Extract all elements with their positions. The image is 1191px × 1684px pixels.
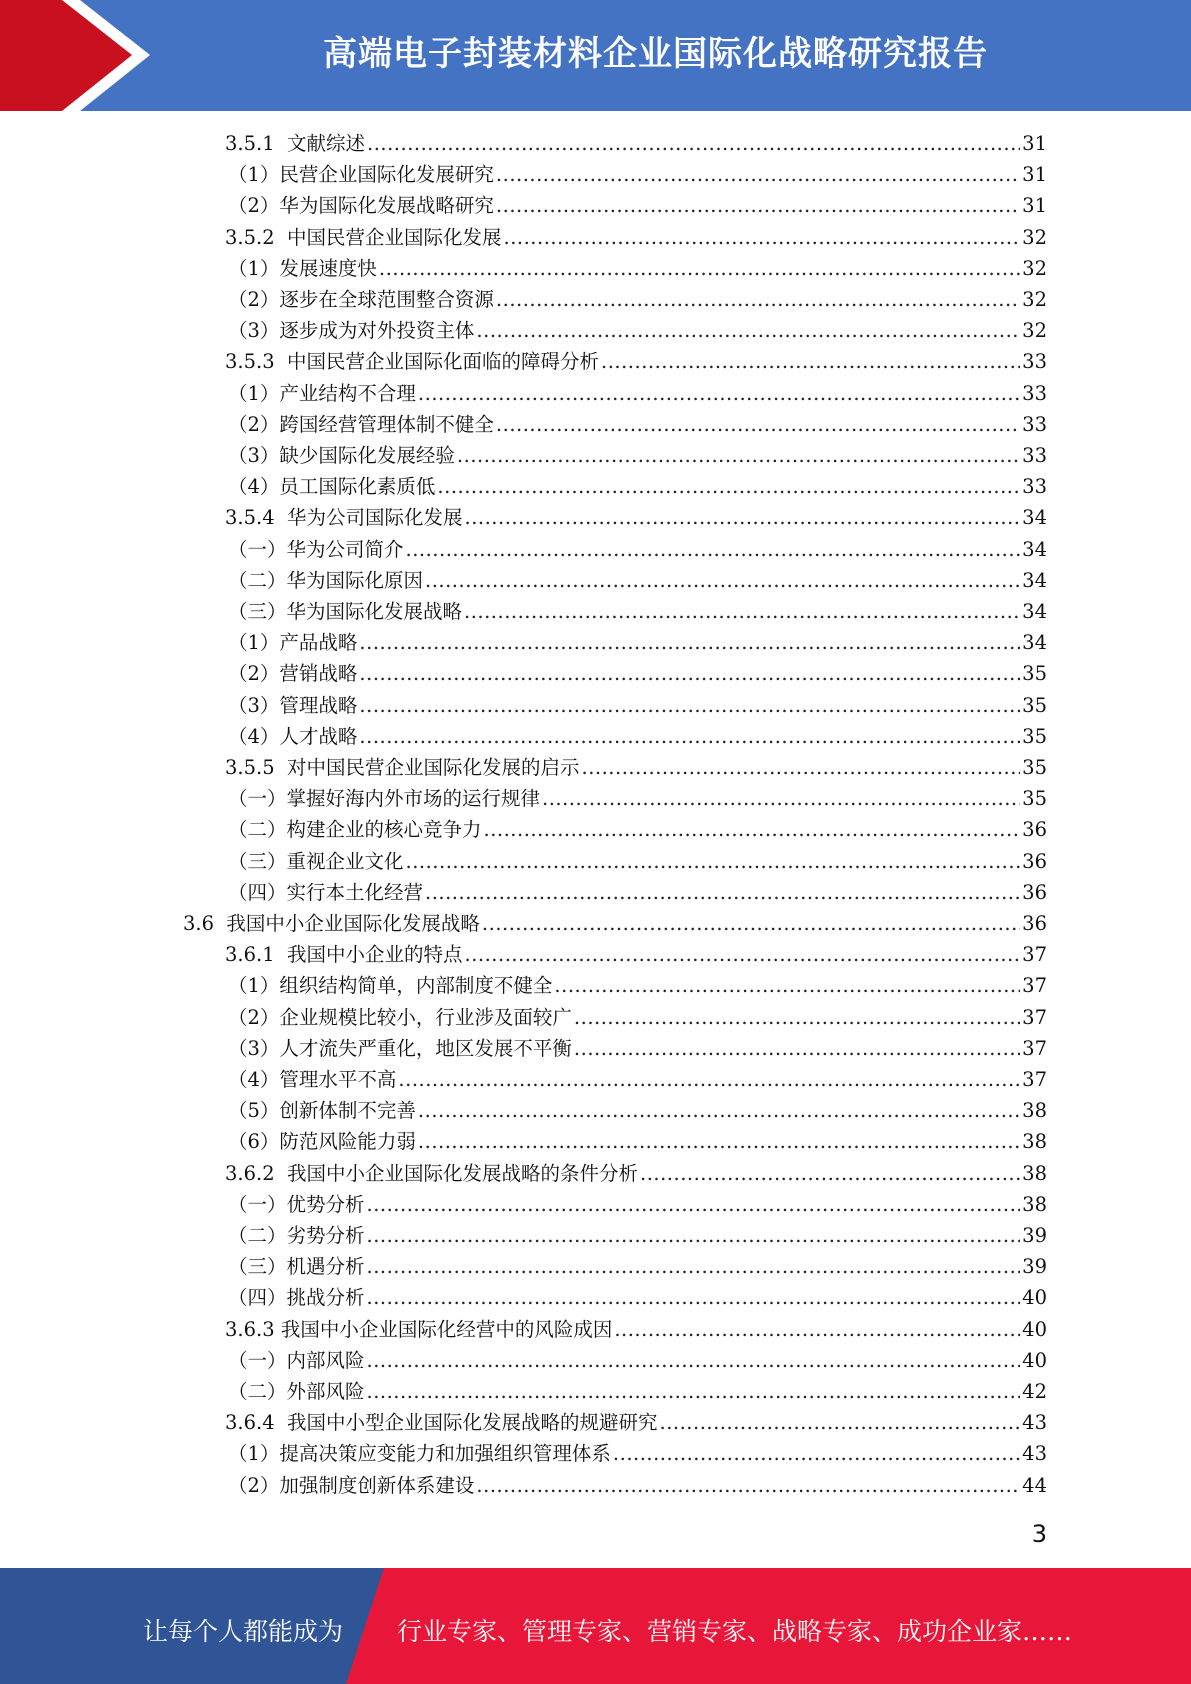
- toc-entry-label: 3.5.5 对中国民营企业国际化发展的启示: [225, 756, 580, 779]
- toc-entry-label: （2）企业规模比较小，行业涉及面较广: [228, 1005, 572, 1029]
- toc-entry-label: （3）逐步成为对外投资主体: [228, 319, 475, 343]
- toc-entry[interactable]: [228, 783, 1047, 814]
- toc-leader-dots: [484, 814, 1021, 845]
- toc-entry-page: 40: [1022, 1348, 1047, 1372]
- toc-entry-label: （1）发展速度快: [228, 256, 377, 280]
- toc-leader-dots: [496, 409, 1020, 440]
- toc-entry-label: 3.5.1 文献综述: [225, 132, 366, 155]
- toc-entry[interactable]: [228, 1282, 1047, 1313]
- toc-entry[interactable]: [225, 1407, 1047, 1438]
- toc-leader-dots: [574, 1033, 1020, 1064]
- toc-entry-page: 31: [1022, 194, 1047, 218]
- toc-entry-page: 43: [1022, 1411, 1047, 1435]
- toc-entry-label: （2）加强制度创新体系建设: [228, 1473, 475, 1497]
- toc-entry[interactable]: [228, 814, 1047, 845]
- toc-entry-label: （一）掌握好海内外市场的运行规律: [228, 787, 541, 811]
- toc-entry-page: 33: [1022, 381, 1047, 405]
- toc-entry[interactable]: [228, 1189, 1047, 1220]
- toc-entry[interactable]: [225, 346, 1047, 377]
- toc-entry-page: 44: [1022, 1473, 1047, 1497]
- toc-leader-dots: [582, 752, 1021, 783]
- toc-entry-page: 34: [1022, 568, 1047, 592]
- toc-entry-label: （三）机遇分析: [228, 1255, 365, 1279]
- toc-entry[interactable]: [225, 752, 1047, 783]
- toc-entry-page: 40: [1022, 1317, 1047, 1341]
- toc-leader-dots: [457, 440, 1020, 471]
- toc-entry-page: 38: [1022, 1161, 1047, 1185]
- toc-entry-page: 37: [1022, 1068, 1047, 1091]
- toc-entry[interactable]: [225, 1158, 1047, 1189]
- toc-leader-dots: [464, 596, 1020, 627]
- toc-leader-dots: [496, 190, 1020, 221]
- toc-entry-page: 37: [1022, 943, 1047, 967]
- toc-entry-label: （3）人才流失严重化，地区发展不平衡: [228, 1036, 572, 1060]
- toc-entry-page: 36: [1022, 818, 1047, 842]
- toc-entry[interactable]: [228, 596, 1047, 627]
- page-number: 3: [1031, 1520, 1047, 1548]
- toc-entry-label: 3.5.3 中国民营企业国际化面临的障碍分析: [225, 350, 600, 374]
- page-header: [0, 0, 1191, 111]
- toc-entry-label: （三）重视企业文化: [228, 849, 404, 873]
- toc-leader-dots: [367, 1220, 1021, 1251]
- toc-leader-dots: [359, 721, 1020, 752]
- toc-leader-dots: [367, 1376, 1021, 1407]
- toc-entry-label: （4）管理水平不高: [228, 1068, 397, 1091]
- toc-leader-dots: [367, 128, 1020, 159]
- toc-entry-page: 34: [1022, 600, 1047, 623]
- toc-entry-page: 43: [1022, 1442, 1047, 1466]
- toc-entry[interactable]: [228, 1376, 1047, 1407]
- toc-entry-label: 3.6.2 我国中小企业国际化发展战略的条件分析: [225, 1161, 639, 1185]
- toc-entry-page: 35: [1022, 693, 1047, 717]
- toc-entry[interactable]: [228, 565, 1047, 596]
- toc-entry[interactable]: [228, 190, 1047, 221]
- toc-entry[interactable]: [228, 253, 1047, 284]
- toc-entry-label: （二）华为国际化原因: [228, 568, 424, 592]
- toc-entry[interactable]: [228, 721, 1047, 752]
- toc-entry-page: 35: [1022, 756, 1047, 779]
- toc-entry-label: 3.6.1 我国中小企业的特点: [225, 943, 463, 967]
- toc-entry-label: （一）优势分析: [228, 1192, 365, 1216]
- toc-entry[interactable]: [228, 1002, 1047, 1033]
- toc-entry[interactable]: [228, 970, 1047, 1001]
- toc-leader-dots: [367, 1189, 1021, 1220]
- toc-leader-dots: [398, 1064, 1020, 1095]
- toc-entry-label: （二）构建企业的核心竞争力: [228, 818, 482, 842]
- toc-entry[interactable]: [228, 534, 1047, 565]
- toc-entry-page: 34: [1022, 506, 1047, 530]
- toc-entry[interactable]: [228, 1095, 1047, 1126]
- toc-entry-label: （四）实行本土化经营: [228, 880, 424, 904]
- toc-leader-dots: [476, 315, 1020, 346]
- toc-leader-dots: [496, 159, 1020, 190]
- toc-entry[interactable]: [228, 627, 1047, 658]
- toc-entry-page: 37: [1022, 1005, 1047, 1029]
- toc-entry-page: 33: [1022, 475, 1047, 499]
- toc-entry-page: 35: [1022, 662, 1047, 686]
- toc-leader-dots: [476, 1470, 1020, 1501]
- toc-leader-dots: [425, 877, 1020, 908]
- toc-entry-page: 37: [1022, 974, 1047, 998]
- toc-entry-label: 3.5.2 中国民营企业国际化发展: [225, 225, 502, 249]
- toc-entry-page: 36: [1022, 880, 1047, 904]
- toc-leader-dots: [437, 471, 1020, 502]
- toc-entry-page: 35: [1022, 724, 1047, 748]
- toc-entry[interactable]: [228, 877, 1047, 908]
- toc-entry[interactable]: [228, 284, 1047, 315]
- toc-entry[interactable]: [228, 440, 1047, 471]
- toc-entry[interactable]: [225, 939, 1047, 970]
- toc-entry[interactable]: [228, 1438, 1047, 1469]
- toc-entry[interactable]: [225, 222, 1047, 253]
- toc-entry[interactable]: [228, 471, 1047, 502]
- toc-entry-page: 31: [1022, 163, 1047, 187]
- toc-entry-label: （2）跨国经营管理体制不健全: [228, 412, 494, 436]
- toc-entry-label: 3.5.4 华为公司国际化发展: [225, 506, 463, 530]
- toc-leader-dots: [613, 1438, 1020, 1469]
- toc-entry-page: 37: [1022, 1036, 1047, 1060]
- toc-entry[interactable]: [228, 1470, 1047, 1501]
- toc-entry-label: （4）员工国际化素质低: [228, 475, 436, 499]
- toc-entry[interactable]: [228, 1126, 1047, 1157]
- toc-entry-page: 36: [1022, 912, 1047, 935]
- toc-entry-page: 33: [1022, 444, 1047, 467]
- toc-entry[interactable]: [228, 658, 1047, 689]
- toc-leader-dots: [359, 627, 1020, 658]
- toc-leader-dots: [406, 534, 1021, 565]
- toc-entry-page: 40: [1022, 1286, 1047, 1310]
- toc-entry[interactable]: [228, 1251, 1047, 1282]
- toc-entry-label: （6）防范风险能力弱: [228, 1130, 416, 1154]
- toc-leader-dots: [425, 565, 1020, 596]
- toc-entry-label: （1）组织结构简单，内部制度不健全: [228, 974, 553, 998]
- footer-slogan-left: 让每个人都能成为: [143, 1617, 344, 1646]
- toc-entry[interactable]: [228, 1033, 1047, 1064]
- toc-leader-dots: [418, 378, 1020, 409]
- toc-entry[interactable]: [225, 128, 1047, 159]
- toc-entry-label: （二）外部风险: [228, 1380, 365, 1403]
- toc-leader-dots: [379, 253, 1020, 284]
- toc-leader-dots: [418, 1126, 1020, 1157]
- toc-entry-page: 32: [1022, 225, 1047, 249]
- toc-leader-dots: [482, 908, 1020, 939]
- toc-leader-dots: [406, 846, 1021, 877]
- toc-entry-page: 31: [1022, 132, 1047, 155]
- toc-leader-dots: [418, 1095, 1020, 1126]
- toc-entry-label: （2）逐步在全球范围整合资源: [228, 288, 494, 311]
- toc-entry[interactable]: [225, 1314, 1047, 1345]
- toc-entry-page: 32: [1022, 288, 1047, 311]
- toc-entry-label: （四）挑战分析: [228, 1286, 365, 1310]
- toc-entry-label: （1）民营企业国际化发展研究: [228, 163, 494, 187]
- toc-entry-page: 39: [1022, 1224, 1047, 1247]
- toc-entry-label: （一）华为公司简介: [228, 537, 404, 561]
- toc-leader-dots: [574, 1002, 1020, 1033]
- toc-entry-label: （3）管理战略: [228, 693, 358, 717]
- toc-entry-page: 32: [1022, 319, 1047, 343]
- toc-leader-dots: [640, 1158, 1020, 1189]
- toc-entry-page: 33: [1022, 412, 1047, 436]
- toc-entry[interactable]: [183, 908, 1047, 939]
- toc-entry-label: （4）人才战略: [228, 724, 358, 748]
- toc-entry[interactable]: [228, 846, 1047, 877]
- toc-leader-dots: [504, 222, 1021, 253]
- toc-leader-dots: [496, 284, 1020, 315]
- toc-entry-page: 39: [1022, 1255, 1047, 1279]
- toc-entry-label: （5）创新体制不完善: [228, 1099, 416, 1123]
- toc-entry[interactable]: [228, 315, 1047, 346]
- toc-entry-page: 35: [1022, 787, 1047, 811]
- toc-entry[interactable]: [228, 1220, 1047, 1251]
- toc-entry[interactable]: [228, 378, 1047, 409]
- toc-entry-page: 38: [1022, 1192, 1047, 1216]
- toc-entry[interactable]: [228, 690, 1047, 721]
- header-title: 高端电子封装材料企业国际化战略研究报告: [323, 34, 988, 74]
- toc-entry-page: 34: [1022, 537, 1047, 561]
- toc-leader-dots: [359, 690, 1020, 721]
- toc-entry-page: 36: [1022, 849, 1047, 873]
- toc-entry-label: （1）提高决策应变能力和加强组织管理体系: [228, 1442, 611, 1466]
- toc-leader-dots: [359, 658, 1020, 689]
- toc-leader-dots: [614, 1314, 1020, 1345]
- toc-entry-page: 38: [1022, 1099, 1047, 1123]
- toc-entry[interactable]: [228, 1064, 1047, 1095]
- toc-leader-dots: [542, 783, 1020, 814]
- toc-entry-page: 42: [1022, 1380, 1047, 1403]
- toc-leader-dots: [367, 1251, 1021, 1282]
- toc-entry-page: 38: [1022, 1130, 1047, 1154]
- toc-entry[interactable]: [225, 502, 1047, 533]
- toc-entry-label: （一）内部风险: [228, 1348, 365, 1372]
- toc-entry[interactable]: [228, 159, 1047, 190]
- toc-entry-label: （二）劣势分析: [228, 1224, 365, 1247]
- toc-entry-page: 32: [1022, 256, 1047, 280]
- toc-entry-label: 3.6 我国中小企业国际化发展战略: [183, 912, 480, 935]
- toc-leader-dots: [465, 939, 1021, 970]
- toc-entry-label: （3）缺少国际化发展经验: [228, 444, 455, 467]
- toc-leader-dots: [367, 1282, 1021, 1313]
- toc-entry-label: （1）产业结构不合理: [228, 381, 416, 405]
- footer-slogan-right: 行业专家、管理专家、营销专家、战略专家、成功企业家……: [397, 1617, 1073, 1646]
- toc-leader-dots: [465, 502, 1021, 533]
- toc-entry-label: 3.6.3 我国中小企业国际化经营中的风险成因: [225, 1317, 613, 1341]
- toc-leader-dots: [367, 1345, 1021, 1376]
- toc-entry-label: （三）华为国际化发展战略: [228, 600, 463, 623]
- toc-entry-label: （2）华为国际化发展战略研究: [228, 194, 494, 218]
- toc-entry-page: 33: [1022, 350, 1047, 374]
- toc-entry-label: （1）产品战略: [228, 631, 358, 655]
- toc-entry-page: 34: [1022, 631, 1047, 655]
- toc-entry[interactable]: [228, 409, 1047, 440]
- toc-leader-dots: [554, 970, 1020, 1001]
- toc-entry-label: 3.6.4 我国中小型企业国际化发展战略的规避研究: [225, 1411, 658, 1435]
- toc-entry-label: （2）营销战略: [228, 662, 358, 686]
- toc-leader-dots: [660, 1407, 1021, 1438]
- toc-leader-dots: [601, 346, 1020, 377]
- page-footer: [0, 1568, 1191, 1684]
- toc-entry[interactable]: [228, 1345, 1047, 1376]
